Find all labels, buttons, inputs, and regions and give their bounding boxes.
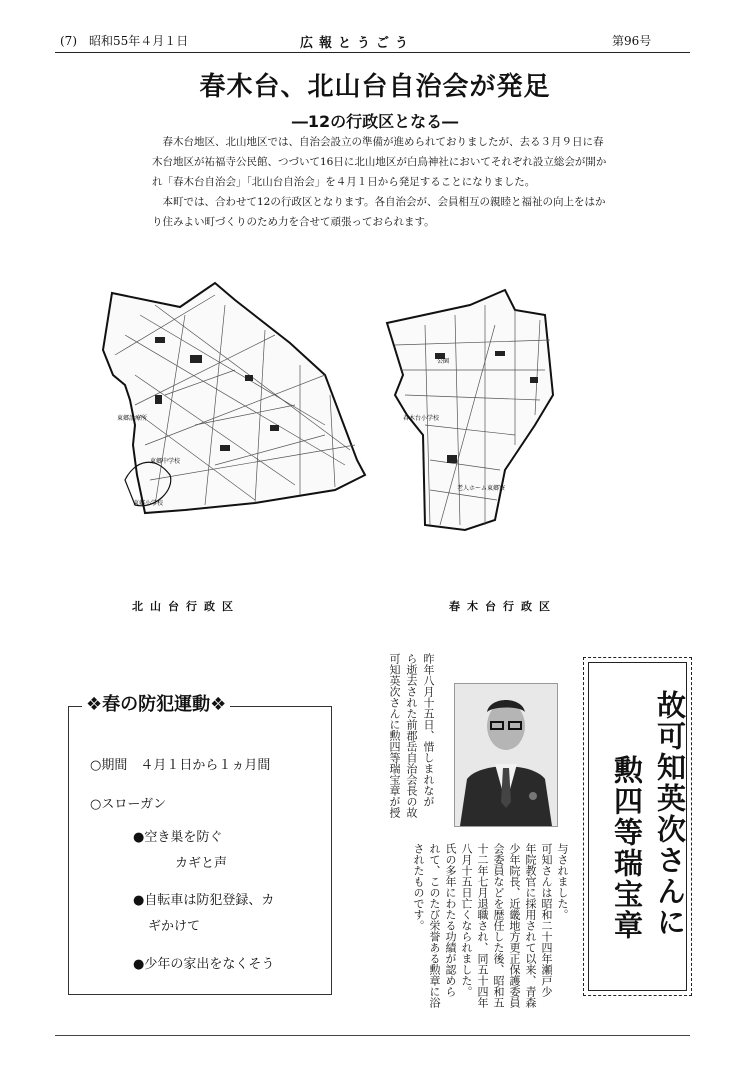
award-text-col: 氏の多年にわたる功績が認めら [444, 843, 457, 997]
map-place: 公園 [437, 358, 450, 365]
award-text-col: 年院教官に採用されて以来、青森 [524, 843, 537, 1008]
award-text-col: 昨年八月十五日、惜しまれなが [422, 653, 435, 807]
slogan-label: ○スローガン [90, 797, 167, 812]
portrait-photo [454, 683, 558, 827]
map-place: 春木台小学校 [403, 415, 440, 422]
article-intro [152, 132, 612, 232]
award-title-line2: 勲四等瑞宝章 [610, 755, 644, 941]
award-text-col: 与されました。 [556, 843, 569, 920]
kitayamadai-map [95, 275, 375, 530]
page-header [0, 32, 750, 52]
issue-date: (7) 昭和55年４月１日 [60, 34, 189, 48]
award-text-col: 可知さんは昭和二十四年瀬戸少 [540, 843, 553, 997]
footer-rule [55, 1035, 690, 1036]
publication-name: 広報とうごう [300, 36, 415, 51]
award-text-col: 少年院長、近畿地方更正保護委員 [508, 843, 521, 1008]
intro-paragraph: 本町では、合わせて12の行政区となります。各自治会が、会員相互の親睦と福祉の向上をはかり住みよい町づくりのため力を合せて頑張っておられます。 [152, 196, 606, 228]
article-headline: 春木台、北山台自治会が発足 [199, 72, 551, 102]
slogan-item-cont: ギかけて [148, 919, 201, 934]
map-place: 老人ホーム東郷寮 [457, 485, 506, 492]
award-text-col: 十二年七月退職され、同五十四年 [476, 843, 489, 1008]
award-text-col: 八月十五日亡くなられました。 [460, 843, 473, 997]
slogan-item: ●自転車は防犯登録、カ [133, 893, 275, 908]
map-place: 東郷診療所 [117, 415, 148, 422]
slogan-item: ●少年の家出をなくそう [133, 957, 275, 972]
slogan-item: ●空き巣を防ぐ [133, 830, 223, 845]
map-place: 東郷中学校 [150, 458, 181, 465]
kitayamadai-label: 北山台行政区 [132, 600, 240, 613]
crime-prevention-title: ❖春の防犯運動❖ [82, 690, 230, 716]
harukidai-map [385, 285, 555, 535]
award-text-col: 会委員などを歴任した後、昭和五 [492, 843, 505, 1008]
award-title-line1: 故可知英次さんに [653, 690, 687, 938]
award-text-col: れて、このたび栄誉ある勲章に浴 [428, 843, 441, 1008]
award-text-col: ら逝去された前郡岳自治会長の故 [405, 653, 418, 818]
intro-paragraph: 春木台地区、北山地区では、自治会設立の準備が進められておりましたが、去る３月９日に春木台地区が祐福寺公民館、つづいて16日に北山地区が白鳥神社においてそれぞれ設立総会が開かれ「春木台自治会」「北山台自治会」を４月１日から発足することになりました。 [152, 136, 607, 188]
diamond-ornament-icon: ❖ [210, 694, 227, 715]
campaign-period: ○期間 ４月１日から１ヵ月間 [90, 758, 271, 773]
harukidai-label: 春木台行政区 [449, 600, 557, 613]
diamond-ornament-icon: ❖ [86, 694, 103, 715]
map-place: 東郷小学校 [133, 500, 164, 507]
award-text-col: 可知英次さんに勲四等瑞宝章が授 [388, 653, 401, 818]
issue-number: 第96号 [612, 34, 652, 48]
header-rule [55, 52, 690, 53]
slogan-item-cont: カギと声 [175, 856, 228, 871]
award-text-col: されたものです。 [412, 843, 425, 931]
article-subhead: ―12の行政区となる― [291, 112, 459, 131]
crime-prevention-box [68, 706, 332, 995]
